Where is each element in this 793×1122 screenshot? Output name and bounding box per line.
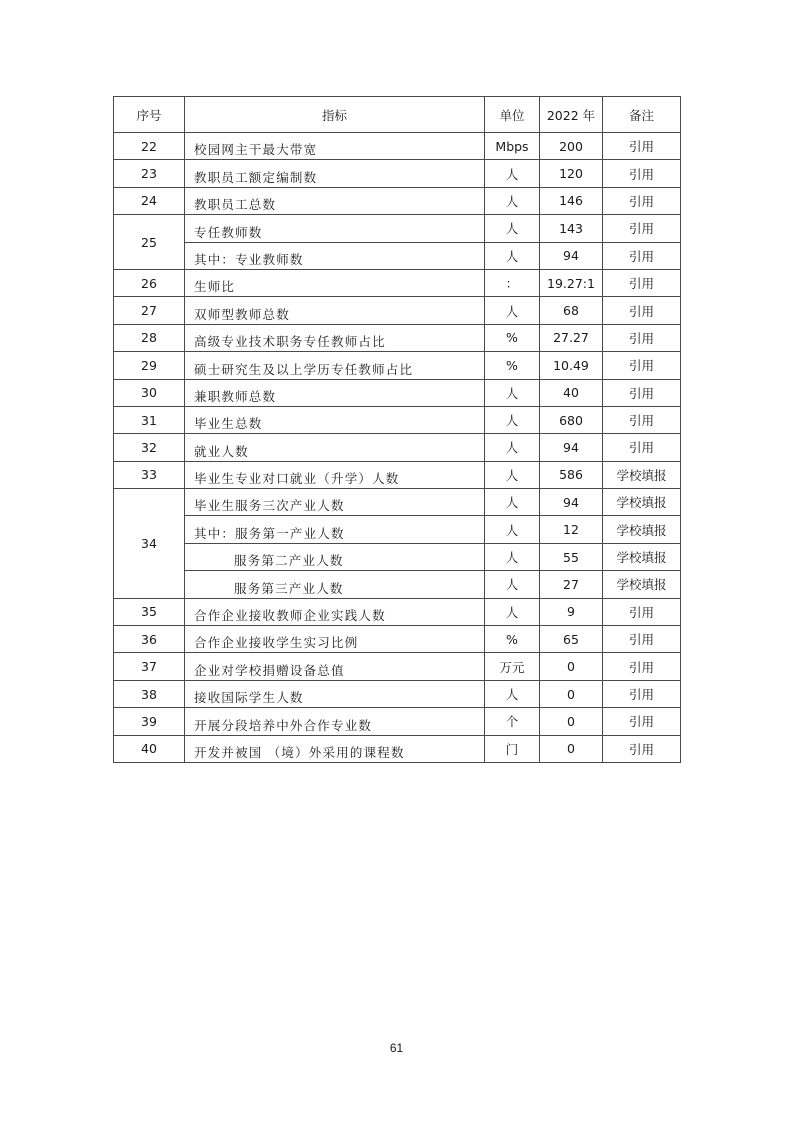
row-indicator: 高级专业技术职务专任教师占比	[185, 324, 485, 351]
row-indicator: 其中：服务第一产业人数	[185, 516, 485, 543]
row-note: 引用	[603, 215, 681, 242]
table-row	[114, 735, 681, 762]
row-value: 0	[540, 708, 603, 735]
row-value: 27.27	[540, 324, 603, 351]
row-value: 143	[540, 215, 603, 242]
row-no: 37	[114, 653, 185, 680]
row-value: 65	[540, 626, 603, 653]
row-note: 引用	[603, 352, 681, 379]
table-row	[114, 215, 681, 242]
row-value: 0	[540, 653, 603, 680]
row-indicator: 合作企业接收学生实习比例	[185, 626, 485, 653]
table-row	[114, 406, 681, 433]
table-row	[114, 571, 681, 598]
row-unit: 人	[485, 434, 540, 461]
row-indicator: 服务第三产业人数	[185, 571, 485, 598]
row-indicator: 校园网主干最大带宽	[185, 133, 485, 160]
table-row	[114, 653, 681, 680]
row-unit: ：	[485, 269, 540, 296]
row-value: 586	[540, 461, 603, 488]
row-no: 23	[114, 160, 185, 187]
row-value: 94	[540, 434, 603, 461]
row-value: 9	[540, 598, 603, 625]
row-unit: %	[485, 626, 540, 653]
row-indicator: 教职员工总数	[185, 187, 485, 214]
header-no: 序号	[114, 97, 185, 133]
row-note: 学校填报	[603, 489, 681, 516]
row-no: 39	[114, 708, 185, 735]
table-row	[114, 352, 681, 379]
row-note: 学校填报	[603, 543, 681, 570]
row-value: 27	[540, 571, 603, 598]
row-indicator: 毕业生服务三次产业人数	[185, 489, 485, 516]
table-row	[114, 708, 681, 735]
row-note: 引用	[603, 653, 681, 680]
row-value: 0	[540, 735, 603, 762]
row-note: 引用	[603, 626, 681, 653]
row-no: 25	[114, 215, 185, 270]
row-unit: 人	[485, 489, 540, 516]
row-unit: 人	[485, 379, 540, 406]
row-value: 200	[540, 133, 603, 160]
header-indicator: 指标	[185, 97, 485, 133]
table-row	[114, 516, 681, 543]
row-note: 引用	[603, 434, 681, 461]
row-value: 120	[540, 160, 603, 187]
row-unit: 人	[485, 598, 540, 625]
row-no: 26	[114, 269, 185, 296]
row-unit: 人	[485, 187, 540, 214]
row-unit: 万元	[485, 653, 540, 680]
row-note: 学校填报	[603, 461, 681, 488]
row-no: 33	[114, 461, 185, 488]
row-indicator: 教职员工额定编制数	[185, 160, 485, 187]
header-year: 2022 年	[540, 97, 603, 133]
row-note: 引用	[603, 735, 681, 762]
table-row	[114, 626, 681, 653]
row-note: 引用	[603, 133, 681, 160]
row-unit: 人	[485, 516, 540, 543]
row-value: 94	[540, 489, 603, 516]
table-row	[114, 269, 681, 296]
row-no: 31	[114, 406, 185, 433]
row-note: 引用	[603, 324, 681, 351]
row-value: 94	[540, 242, 603, 269]
table-row	[114, 297, 681, 324]
row-note: 引用	[603, 708, 681, 735]
row-indicator: 毕业生总数	[185, 406, 485, 433]
row-note: 引用	[603, 379, 681, 406]
row-unit: 人	[485, 215, 540, 242]
row-note: 引用	[603, 187, 681, 214]
row-note: 引用	[603, 160, 681, 187]
row-indicator: 双师型教师总数	[185, 297, 485, 324]
row-unit: 人	[485, 242, 540, 269]
row-indicator: 专任教师数	[185, 215, 485, 242]
row-indicator: 服务第二产业人数	[185, 543, 485, 570]
row-indicator: 硕士研究生及以上学历专任教师占比	[185, 352, 485, 379]
table-row	[114, 324, 681, 351]
row-value: 12	[540, 516, 603, 543]
row-no: 28	[114, 324, 185, 351]
indicator-table	[113, 96, 681, 763]
row-no: 30	[114, 379, 185, 406]
row-unit: 人	[485, 571, 540, 598]
row-no: 38	[114, 680, 185, 707]
row-indicator: 开发并被国 （境）外采用的课程数	[185, 735, 485, 762]
row-note: 引用	[603, 406, 681, 433]
row-unit: Mbps	[485, 133, 540, 160]
row-unit: 人	[485, 406, 540, 433]
row-note: 学校填报	[603, 571, 681, 598]
row-value: 0	[540, 680, 603, 707]
row-unit: 人	[485, 160, 540, 187]
row-note: 引用	[603, 680, 681, 707]
row-no: 27	[114, 297, 185, 324]
table-row	[114, 160, 681, 187]
row-unit: 个	[485, 708, 540, 735]
row-value: 68	[540, 297, 603, 324]
row-indicator: 就业人数	[185, 434, 485, 461]
row-value: 10.49	[540, 352, 603, 379]
table-row	[114, 379, 681, 406]
row-unit: %	[485, 352, 540, 379]
row-unit: 人	[485, 461, 540, 488]
header-unit: 单位	[485, 97, 540, 133]
table-row	[114, 489, 681, 516]
table-row	[114, 187, 681, 214]
table-row	[114, 543, 681, 570]
table-row	[114, 133, 681, 160]
row-no: 29	[114, 352, 185, 379]
row-no: 24	[114, 187, 185, 214]
row-indicator: 生师比	[185, 269, 485, 296]
table-row	[114, 434, 681, 461]
row-no: 32	[114, 434, 185, 461]
row-indicator: 合作企业接收教师企业实践人数	[185, 598, 485, 625]
row-note: 引用	[603, 242, 681, 269]
row-value: 19.27:1	[540, 269, 603, 296]
page-number: 61	[389, 1041, 404, 1055]
row-no: 40	[114, 735, 185, 762]
row-value: 146	[540, 187, 603, 214]
row-note: 引用	[603, 297, 681, 324]
table-header-row	[114, 97, 681, 133]
header-note: 备注	[603, 97, 681, 133]
row-unit: 人	[485, 297, 540, 324]
row-unit: 人	[485, 680, 540, 707]
row-indicator: 企业对学校捐赠设备总值	[185, 653, 485, 680]
table-row	[114, 242, 681, 269]
row-note: 引用	[603, 269, 681, 296]
row-indicator: 兼职教师总数	[185, 379, 485, 406]
row-value: 40	[540, 379, 603, 406]
row-note: 引用	[603, 598, 681, 625]
row-unit: 人	[485, 543, 540, 570]
row-unit: 门	[485, 735, 540, 762]
row-indicator: 接收国际学生人数	[185, 680, 485, 707]
row-indicator: 其中：专业教师数	[185, 242, 485, 269]
row-unit: %	[485, 324, 540, 351]
table-row	[114, 598, 681, 625]
row-no: 35	[114, 598, 185, 625]
row-note: 学校填报	[603, 516, 681, 543]
row-indicator: 开展分段培养中外合作专业数	[185, 708, 485, 735]
row-no: 36	[114, 626, 185, 653]
row-no: 22	[114, 133, 185, 160]
row-value: 55	[540, 543, 603, 570]
row-value: 680	[540, 406, 603, 433]
table-row	[114, 461, 681, 488]
row-indicator: 毕业生专业对口就业（升学）人数	[185, 461, 485, 488]
row-no: 34	[114, 489, 185, 599]
table-row	[114, 680, 681, 707]
